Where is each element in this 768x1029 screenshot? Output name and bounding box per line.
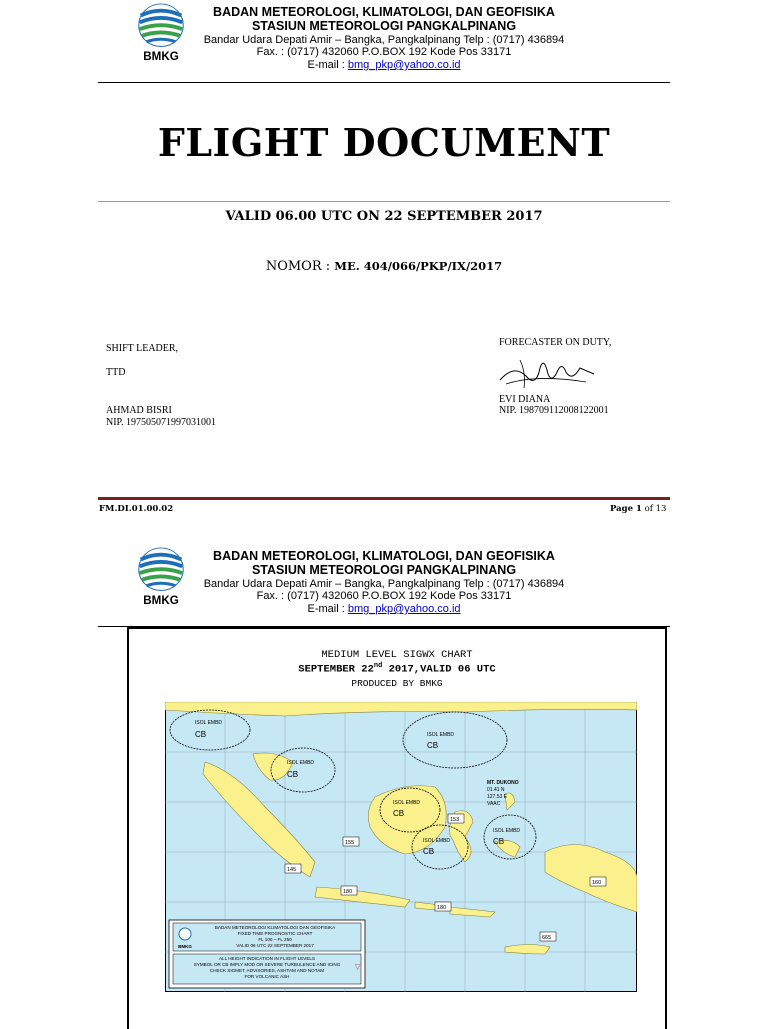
email-label: E-mail : [307,59,348,71]
svg-text:MT. DUKONO: MT. DUKONO [487,780,519,786]
forecaster-role: FORECASTER ON DUTY, [499,337,612,348]
svg-text:BADAN METEOROLOGI KLIMATOLOGI: BADAN METEOROLOGI KLIMATOLOGI DAN GEOFISIKA [214,925,336,930]
sigwx-chart-frame [127,627,667,1029]
logo-text: BMKG [143,594,179,606]
svg-text:155: 155 [345,840,355,846]
svg-text:160: 160 [592,880,602,886]
email-label: E-mail : [307,603,348,615]
station-name: STASIUN METEOROLOGI PANGKALPINANG [251,563,517,577]
chart-date: SEPTEMBER 22nd 2017,VALID 06 UTC [298,662,496,676]
svg-text:ALL HEIGHT INDICATION IN FLIGH: ALL HEIGHT INDICATION IN FLIGHT LEVELS [218,956,316,961]
svg-text:FIXED TIME PROGNOSTIC CHART: FIXED TIME PROGNOSTIC CHART [237,931,313,936]
svg-text:CHECK SIGMET, ADVISORIES, ASHT: CHECK SIGMET, ADVISORIES, ASHTAM AND NOTAM [209,968,325,973]
shift-leader-name: AHMAD BISRI [106,405,172,416]
svg-text:VALID 06 UTC 22 SEPTEMBER 2017: VALID 06 UTC 22 SEPTEMBER 2017 [236,943,314,948]
email-link[interactable]: bmg_pkp@yahoo.co.id [347,59,461,71]
station-name: STASIUN METEOROLOGI PANGKALPINANG [251,19,517,33]
forecaster-name: EVI DIANA [499,394,551,405]
email-line [164,59,604,71]
svg-text:145: 145 [287,867,297,873]
svg-text:665: 665 [542,935,552,941]
title-rule [98,201,670,202]
shift-leader-nip: NIP. 197505071997031001 [106,417,217,428]
footer-rule [98,497,670,500]
svg-text:CB: CB [427,741,439,750]
fax: Fax. : (0717) 432060 P.O.BOX 192 Kode Pos 33171 [256,46,512,58]
shift-leader-ttd: TTD [106,367,126,378]
fax: Fax. : (0717) 432060 P.O.BOX 192 Kode Pos 33171 [256,590,512,602]
svg-text:01.41 N: 01.41 N [487,787,505,793]
svg-text:ISOL EMBD: ISOL EMBD [393,800,421,806]
chart-title: MEDIUM LEVEL SIGWX CHART [321,649,473,661]
svg-text:CB: CB [195,730,207,739]
svg-text:FL 100 – FL 250: FL 100 – FL 250 [258,937,292,942]
page-number: Page 1 of 13 [610,504,667,514]
svg-text:ISOL EMBD: ISOL EMBD [287,760,315,766]
svg-text:CB: CB [493,837,505,846]
svg-text:CB: CB [393,809,405,818]
svg-text:ISOL EMBD: ISOL EMBD [195,720,223,726]
nomor-label: NOMOR : [265,259,335,274]
svg-text:180: 180 [437,905,447,911]
address: Bandar Udara Depati Amir – Bangka, Pangkalpinang Telp : (0717) 436894 [203,34,565,46]
sigwx-map [165,702,637,992]
forecaster-signature-icon [496,354,598,394]
svg-text:ISOL EMBD: ISOL EMBD [423,838,451,844]
shift-leader-role: SHIFT LEADER, [106,343,179,354]
page-separator [0,518,768,528]
svg-text:BMKG: BMKG [178,944,192,949]
page-title: FLIGHT DOCUMENT [157,120,611,165]
svg-text:CB: CB [423,847,435,856]
email-link[interactable]: bmg_pkp@yahoo.co.id [347,603,461,615]
form-code: FM.DI.01.00.02 [99,504,174,514]
svg-text:ISOL EMBD: ISOL EMBD [493,828,521,834]
header-rule [98,82,670,83]
svg-text:127.53 E: 127.53 E [487,794,508,800]
document-number [0,259,768,274]
agency-name: BADAN METEOROLOGI, KLIMATOLOGI, DAN GEOFISIKA [213,5,555,19]
svg-text:FOR VOLCANIC ASH: FOR VOLCANIC ASH [244,974,290,979]
chart-legend [169,920,365,988]
email-line [164,603,604,615]
agency-name: BADAN METEOROLOGI, KLIMATOLOGI, DAN GEOFISIKA [213,549,555,563]
address: Bandar Udara Depati Amir – Bangka, Pangkalpinang Telp : (0717) 436894 [203,578,565,590]
forecaster-nip: NIP. 198709112008122001 [499,405,609,416]
chart-producer: PRODUCED BY BMKG [351,678,443,689]
nomor-value: ME. 404/066/PKP/IX/2017 [334,259,503,273]
logo-text: BMKG [143,50,179,62]
svg-text:▽: ▽ [355,963,361,971]
svg-text:ISOL EMBD: ISOL EMBD [427,732,455,738]
svg-text:180: 180 [343,889,353,895]
svg-text:VAAC: VAAC [487,801,501,807]
svg-text:SYMBOL OR CB IMPLY MOD OR SEVE: SYMBOL OR CB IMPLY MOD OR SEVERE TURBULENCE AND ICING [193,962,341,967]
svg-text:153: 153 [450,817,460,823]
svg-text:CB: CB [287,770,299,779]
valid-time: VALID 06.00 UTC ON 22 SEPTEMBER 2017 [225,209,543,224]
